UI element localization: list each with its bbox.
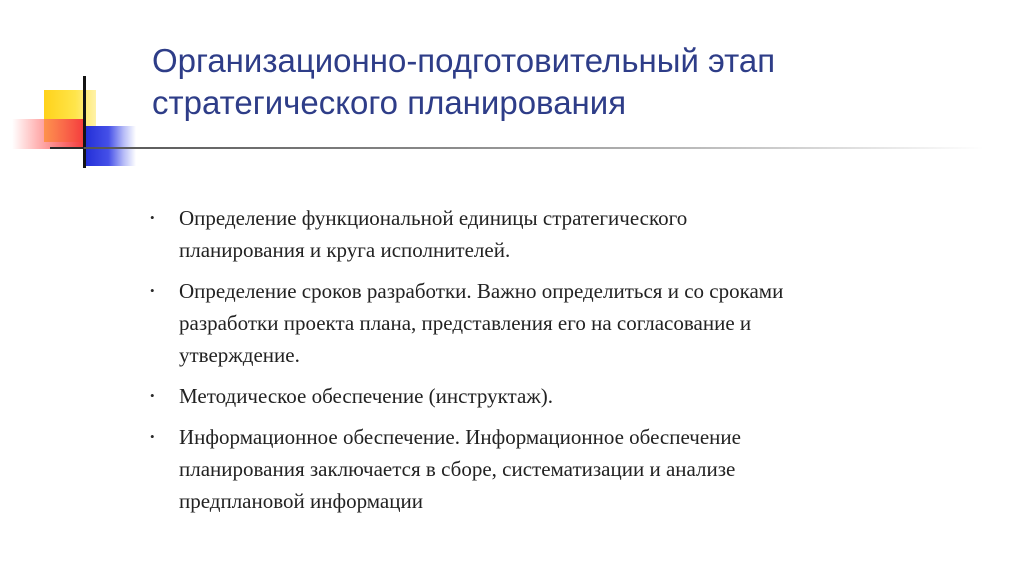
bullet-item <box>150 380 950 412</box>
bullet-text-line: утверждение. <box>179 343 300 367</box>
bullet-list <box>150 202 950 526</box>
bullet-dot-icon: • <box>150 210 155 225</box>
bullet-text-line: планирования заключается в сборе, систематизации и анализе <box>179 457 736 481</box>
bullet-text-line: предплановой информации <box>179 489 423 513</box>
bullet-dot-icon: • <box>150 283 155 298</box>
logo-red-bar <box>12 119 84 149</box>
bullet-text-line: планирования и круга исполнителей. <box>179 238 511 262</box>
bullet-dot-icon: • <box>150 429 155 444</box>
bullet-item <box>150 202 950 266</box>
bullet-text-line: Определение сроков разработки. Важно определиться и со сроками <box>179 279 784 303</box>
title-line-1: Организационно-подготовительный этап <box>152 42 776 79</box>
logo-horizontal-line <box>50 147 85 149</box>
bullet-text-line: разработки проекта плана, представления его на согласование и <box>179 311 752 335</box>
bullet-dot-icon: • <box>150 388 155 403</box>
title-line-2: стратегического планирования <box>152 84 627 121</box>
bullet-text-line: Методическое обеспечение (инструктаж). <box>179 384 554 408</box>
slide-title <box>152 40 992 124</box>
bullet-item <box>150 421 950 517</box>
bullet-text-line: Определение функциональной единицы стратегического <box>179 206 688 230</box>
bullet-text-line: Информационное обеспечение. Информационное обеспечение <box>179 425 741 449</box>
title-underline-rule <box>84 147 984 149</box>
bullet-item <box>150 275 950 371</box>
logo-vertical-line <box>83 76 86 168</box>
logo-blue-square <box>86 126 136 166</box>
